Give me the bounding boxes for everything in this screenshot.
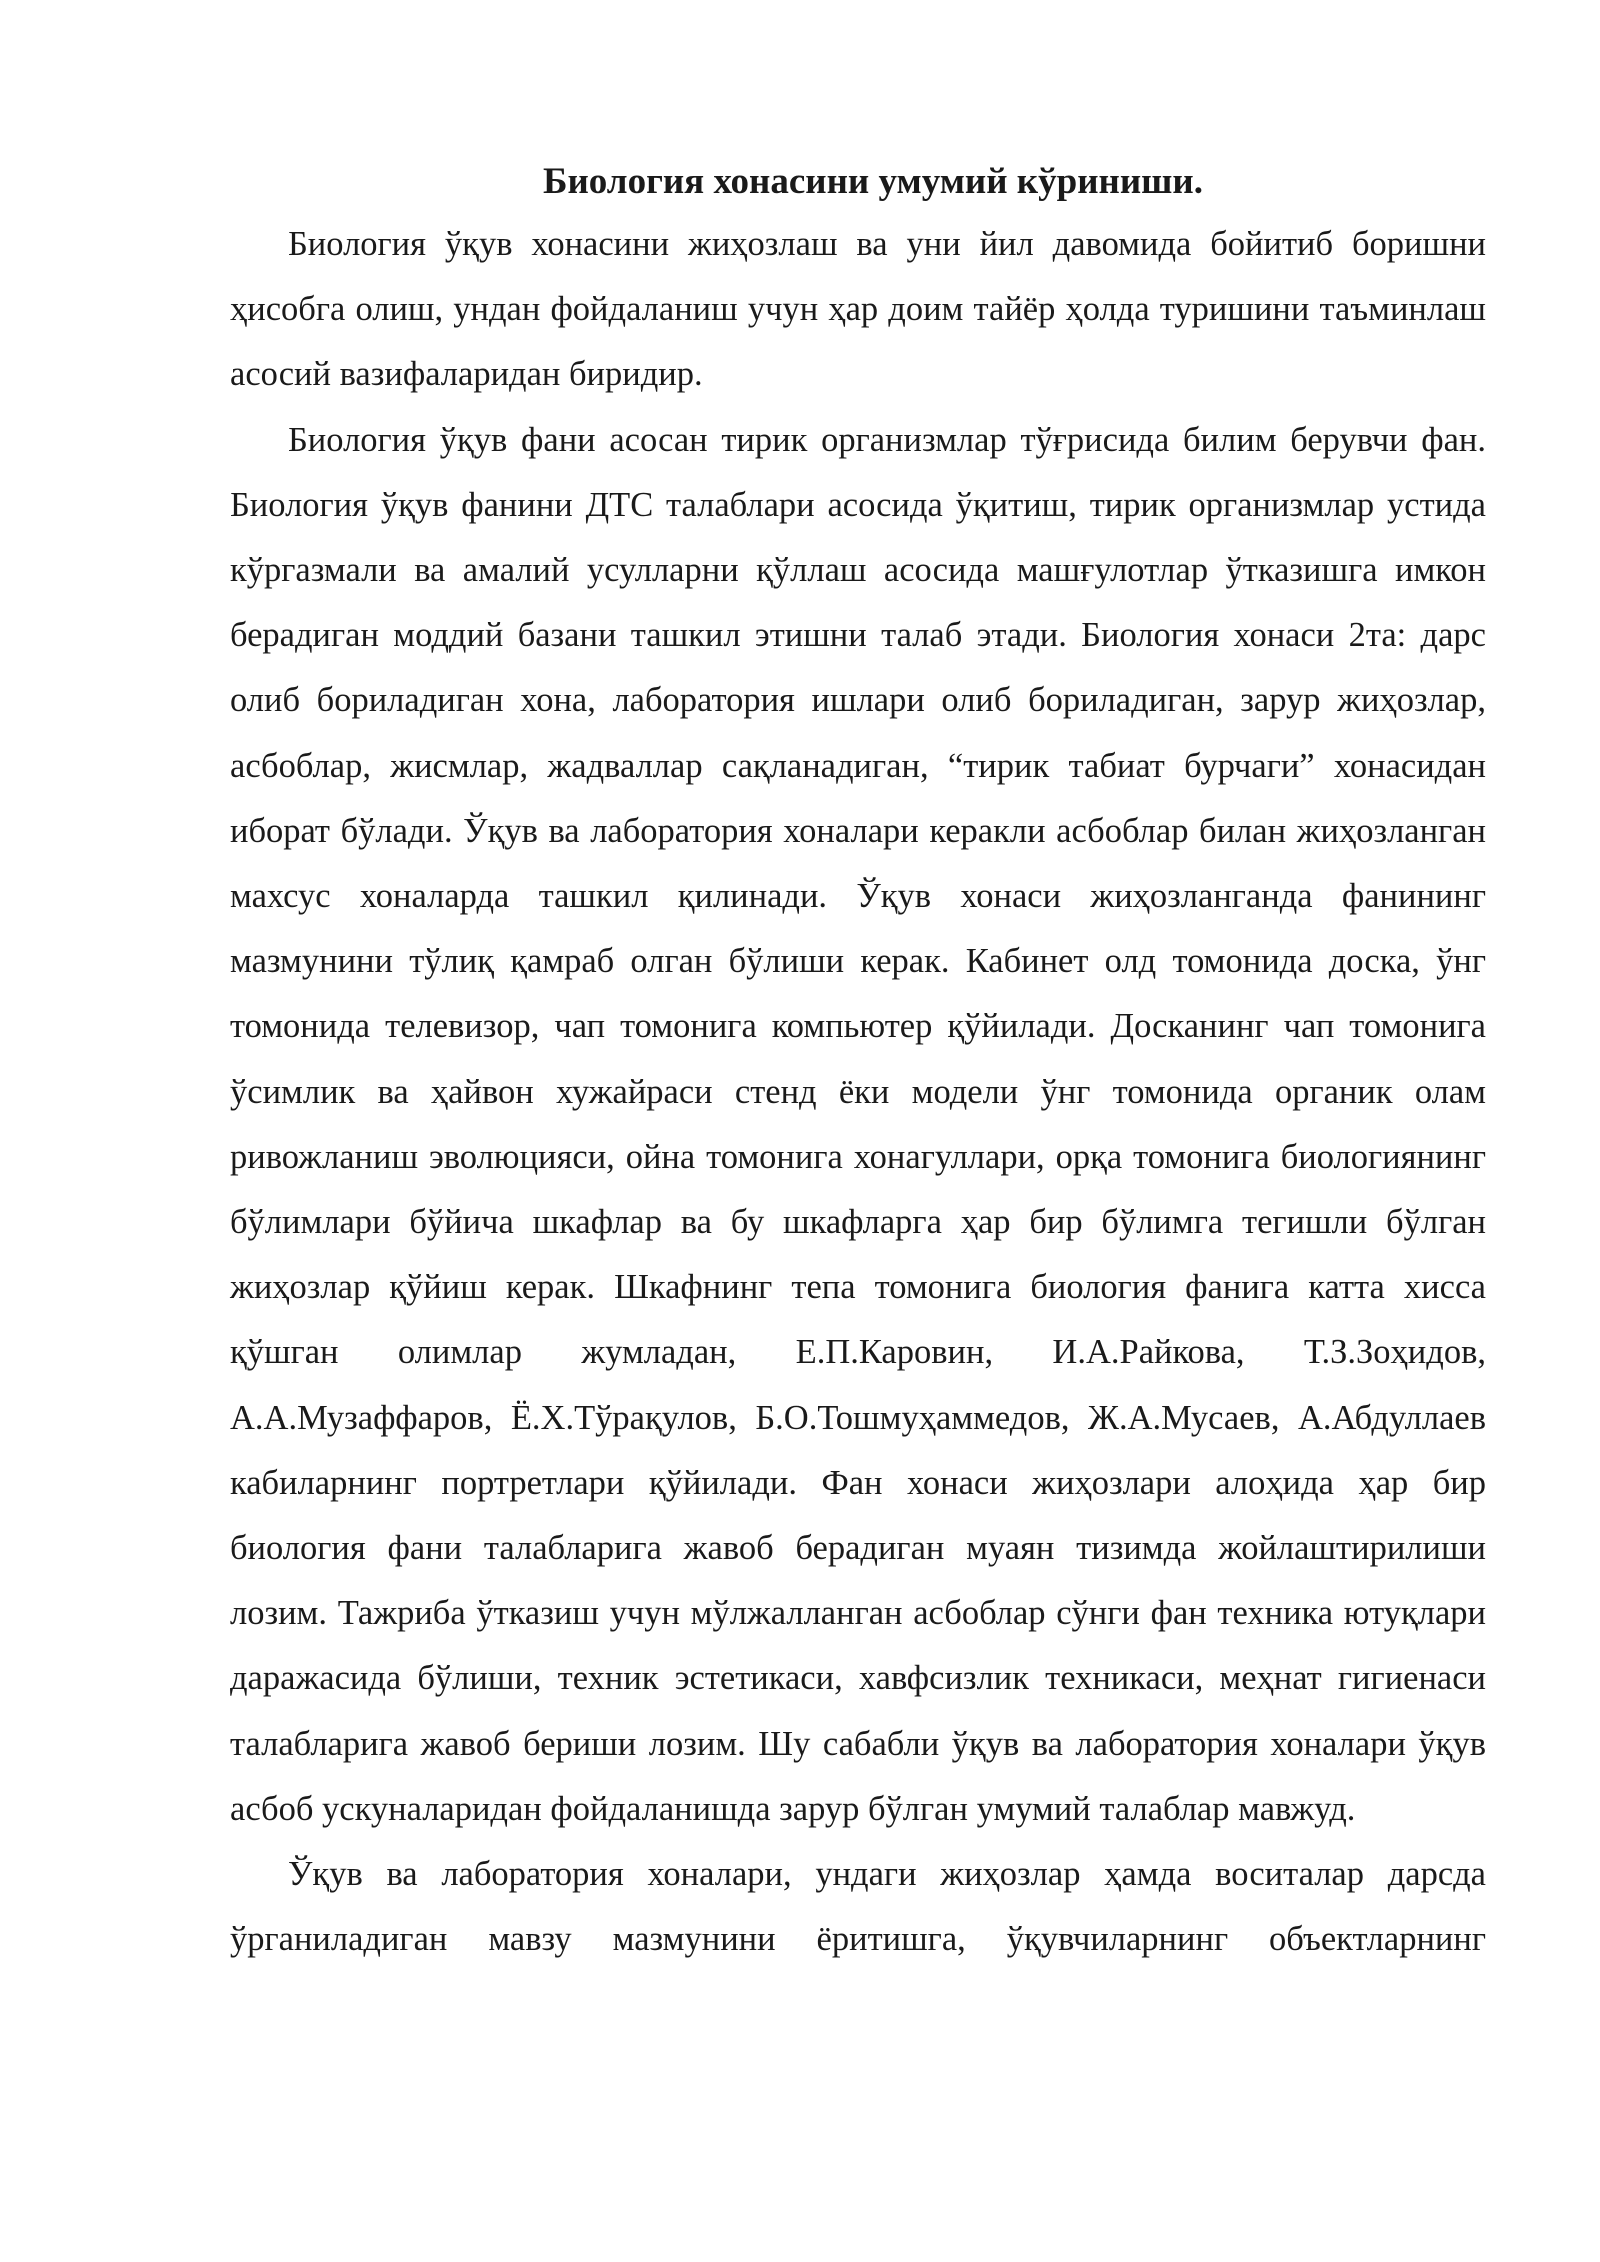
- document-body: [230, 152, 1486, 1972]
- paragraph-main: Биология ўқув фани асосан тирик организмлар тўғрисида билим берувчи фан. Биология ўқув фанини ДТС талаблари асосида ўқитиш, тирик организмлар устида кўргазмали ва амалий усулларни қўллаш асосида машғулотлар ўтказишга имкон берадиган моддий базани ташкил этишни талаб этади. Биология хонаси 2та: дарс олиб бориладиган хона, лаборатория ишлари олиб бориладиган, зарур жиҳозлар, асбоблар, жисмлар, жадваллар сақланадиган, “тирик табиат бурчаги” хонасидан иборат бўлади. Ўқув ва лаборатория хоналари керакли асбоблар билан жиҳозланган махсус хоналарда ташкил қилинади. Ўқув хонаси жиҳозланганда фанининг мазмунини тўлиқ қамраб олган бўлиши керак. Кабинет олд томонида доска, ўнг томонида телевизор, чап томонига компьютер қўйилади. Досканинг чап томонига ўсимлик ва ҳайвон хужайраси стенд ёки модели ўнг томонида органик олам ривожланиш эволюцияси, ойна томонига хонагуллари, орқа томонига биологиянинг бўлимлари бўйича шкафлар ва бу шкафларга ҳар бир бўлимга тегишли бўлган жиҳозлар қўйиш керак. Шкафнинг тепа томонига биология фанига катта хисса қўшган олимлар жумладан, Е.П.Каровин, И.А.Райкова, Т.З.Зоҳидов, А.А.Музаффаров, Ё.Х.Тўрақулов, Б.О.Тошмуҳаммедов, Ж.А.Мусаев, А.Абдуллаев кабиларнинг портретлари қўйилади. Фан хонаси жиҳозлари алоҳида ҳар бир биология фани талабларига жавоб берадиган муаян тизимда жойлаштирилиши лозим. Тажриба ўтказиш учун мўлжалланган асбоблар сўнги фан техника ютуқлари даражасида бўлиши, техник эстетикаси, хавфсизлик техникаси, меҳнат гигиенаси талабларига жавоб бериши лозим. Шу сабабли ўқув ва лаборатория хоналари ўқув асбоб ускуналаридан фойдаланишда зарур бўлган умумий талаблар мавжуд.: [230, 420, 1486, 1828]
- paragraph-continued: Ўқув ва лаборатория хоналари, ундаги жиҳозлар ҳамда воситалар дарсда ўрганиладиган мавзу мазмунини ёритишга, ўқувчиларнинг объектларнинг: [230, 1855, 1486, 1959]
- paragraph-intro: Биология ўқув хонасини жиҳозлаш ва уни йил давомида бойитиб боришни ҳисобга олиш, ундан фойдаланиш учун ҳар доим тайёр ҳолда туришини таъминлаш асосий вазифаларидан биридир.: [230, 225, 1486, 394]
- document-title: Биология хонасини умумий кўриниши.: [543, 161, 1203, 202]
